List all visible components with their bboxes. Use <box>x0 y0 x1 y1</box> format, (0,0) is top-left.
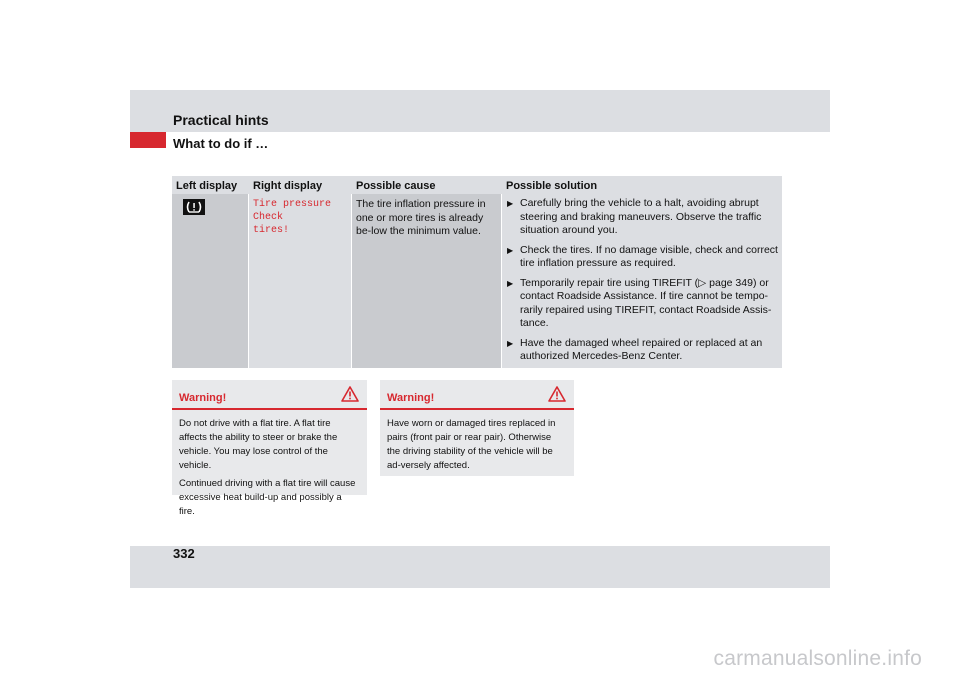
warning-header <box>172 380 367 410</box>
solution-step <box>506 197 778 238</box>
accent-bar <box>130 132 166 148</box>
tire-pressure-warning-icon <box>183 199 205 215</box>
section-title: Practical hints <box>173 112 269 128</box>
warning-box <box>380 380 574 476</box>
fault-table <box>172 176 782 368</box>
column-header: Possible solution <box>506 180 598 192</box>
warning-paragraph: Have worn or damaged tires replaced in pairs (front pair or rear pair). Otherwise the driving stability of the vehicle will be ad-versely affected. <box>387 418 556 471</box>
page-number: 332 <box>173 546 195 561</box>
table-row <box>172 194 782 368</box>
warning-triangle-icon <box>548 386 566 402</box>
solution-cell <box>502 194 782 368</box>
warning-text <box>380 410 574 473</box>
bullet-arrow-icon: ▶ <box>507 245 514 255</box>
bullet-arrow-icon: ▶ <box>507 199 514 208</box>
display-message: Tire pressure Check tires! <box>253 199 332 236</box>
subsection-title: What to do if … <box>173 136 269 151</box>
column-header: Right display <box>253 180 323 192</box>
bullet-arrow-icon: ▶ <box>507 278 514 288</box>
cause-cell: The tire inflation pressure in one or more tires is already be-low the minimum value. <box>352 194 502 368</box>
solution-text: Have the damaged wheel repaired or replaced at an authorized Mercedes-Benz Center. <box>520 336 763 362</box>
warning-text <box>172 410 367 519</box>
footer-band <box>130 546 830 588</box>
watermark: carmanualsonline.info <box>713 647 922 670</box>
warning-triangle-icon <box>341 386 359 402</box>
warning-title: Warning! <box>387 392 435 404</box>
solution-text: Temporarily repair tire using TIREFIT (▷ page 349) or contact Roadside Assistance. If tire cannot be tempo-rarily repaired using TIREFIT, contact Roadside Assis-tance. <box>520 276 772 329</box>
table-header <box>172 176 782 194</box>
warning-box <box>172 380 367 517</box>
warning-paragraph: Do not drive with a flat tire. A flat tire affects the ability to steer or brake the vehicle. You may lose control of the vehicle. <box>179 418 338 471</box>
warning-paragraph: Continued driving with a flat tire will cause excessive heat build-up and possibly a fire. <box>179 478 356 517</box>
warning-header <box>380 380 574 410</box>
column-header: Left display <box>176 180 238 192</box>
solution-step <box>506 244 778 271</box>
solution-text: Carefully bring the vehicle to a halt, avoiding abrupt steering and braking maneuvers. Observe the traffic situation around you. <box>520 197 762 236</box>
solution-text: Check the tires. If no damage visible, check and correct tire inflation pressure as required. <box>520 243 778 269</box>
left-display-cell <box>172 194 249 368</box>
bullet-arrow-icon: ▶ <box>507 338 514 348</box>
warning-title: Warning! <box>179 392 227 404</box>
column-header: Possible cause <box>356 180 436 192</box>
solution-step <box>506 277 778 331</box>
right-display-cell <box>249 194 352 368</box>
solution-step <box>506 337 778 364</box>
